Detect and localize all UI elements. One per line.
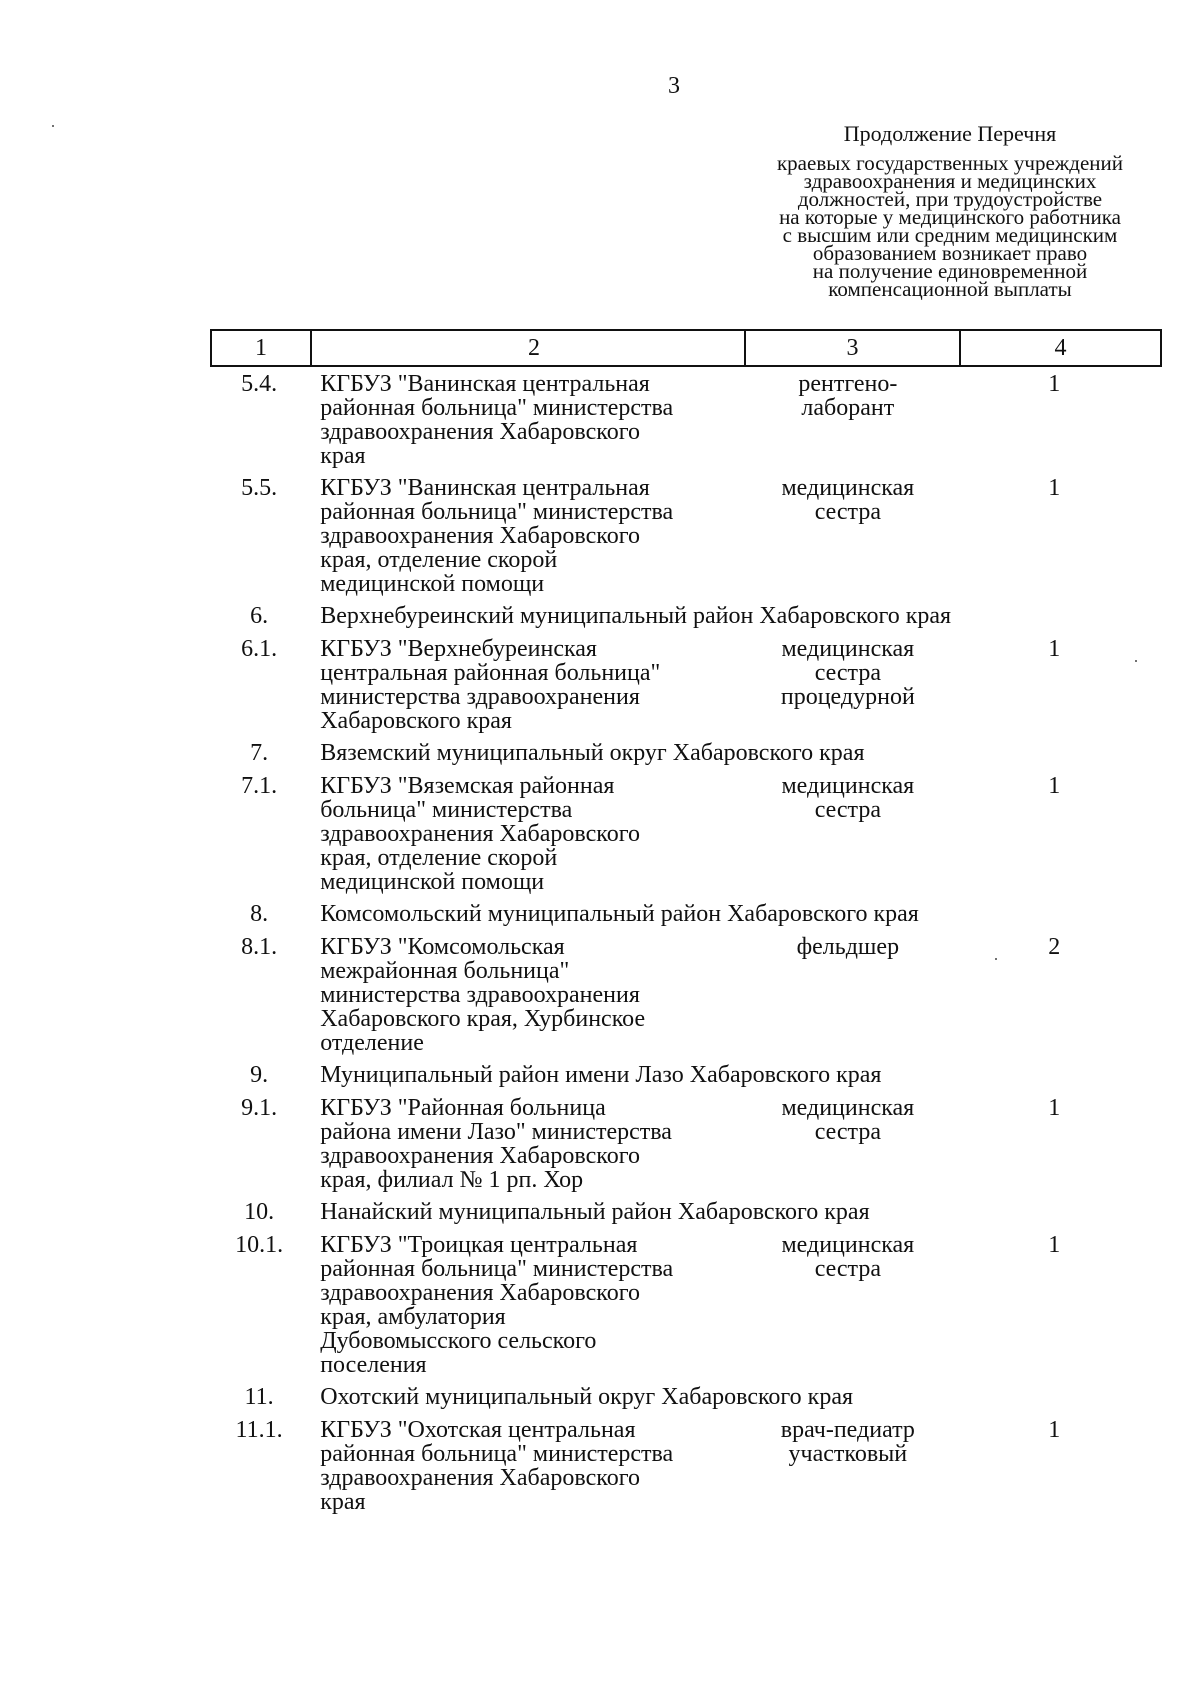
row-number: 7.1. <box>241 773 278 799</box>
header-col-2: 2 <box>311 330 745 366</box>
scan-speck <box>52 125 54 127</box>
table-header <box>210 329 1162 367</box>
row-number: 6.1. <box>241 636 278 662</box>
institution-name: КГБУЗ "Ванинская центральная районная больница" министерства здравоохранения Хабаровского края <box>320 371 674 469</box>
vacancy-count: 1 <box>1048 636 1061 662</box>
vacancy-count: 1 <box>1048 475 1061 501</box>
section-row <box>210 741 1154 774</box>
section-name: Комсомольский муниципальный район Хабаровского края <box>320 901 919 927</box>
institution-name: КГБУЗ "Верхнебуреинская центральная районная больница" министерства здравоохранения Хабаровского края <box>320 636 661 734</box>
caption-title: Продолжение Перечня <box>843 121 1057 146</box>
table-row <box>210 637 1154 741</box>
table-row <box>210 1418 1154 1522</box>
institutions-table <box>210 372 1154 1522</box>
section-number: 11. <box>244 1384 274 1410</box>
vacancy-count: 1 <box>1048 1417 1061 1443</box>
section-row <box>210 1063 1154 1096</box>
vacancy-count: 1 <box>1048 1232 1061 1258</box>
section-row <box>210 604 1154 637</box>
row-number: 8.1. <box>241 934 278 960</box>
row-number: 10.1. <box>235 1232 284 1258</box>
header-col-1: 1 <box>211 330 311 366</box>
position-name: медицинская сестра <box>781 773 915 823</box>
section-name: Вяземский муниципальный округ Хабаровского края <box>320 740 865 766</box>
table-row <box>210 476 1154 604</box>
scan-speck <box>1135 660 1137 662</box>
position-name: фельдшер <box>796 934 900 960</box>
row-number: 5.5. <box>241 475 278 501</box>
section-name: Охотский муниципальный округ Хабаровского края <box>320 1384 854 1410</box>
header-col-3: 3 <box>745 330 960 366</box>
institution-name: КГБУЗ "Комсомольская межрайонная больница" министерства здравоохранения Хабаровского края, Хурбинское отделение <box>320 934 646 1056</box>
row-number: 11.1. <box>235 1417 283 1443</box>
institution-name: КГБУЗ "Вяземская районная больница" министерства здравоохранения Хабаровского края, отделение скорой медицинской помощи <box>320 773 640 895</box>
institution-name: КГБУЗ "Ванинская центральная районная больница" министерства здравоохранения Хабаровского края, отделение скорой медицинской помощи <box>320 475 674 597</box>
row-number: 5.4. <box>241 371 278 397</box>
table-row <box>210 774 1154 902</box>
institution-name: КГБУЗ "Районная больница района имени Лазо" министерства здравоохранения Хабаровского края, филиал № 1 рп. Хор <box>320 1095 672 1193</box>
position-name: медицинская сестра <box>781 1095 915 1145</box>
section-number: 9. <box>250 1062 269 1088</box>
section-name: Муниципальный район имени Лазо Хабаровского края <box>320 1062 882 1088</box>
vacancy-count: 1 <box>1048 371 1061 397</box>
section-name: Верхнебуреинский муниципальный район Хабаровского края <box>320 603 952 629</box>
header-row <box>211 330 1161 366</box>
vacancy-count: 1 <box>1048 1095 1061 1121</box>
position-name: рентгено- лаборант <box>798 371 898 421</box>
table-row <box>210 1233 1154 1385</box>
scan-speck <box>995 958 997 960</box>
page-number: 3 <box>668 73 680 99</box>
section-row <box>210 1385 1154 1418</box>
vacancy-count: 1 <box>1048 773 1061 799</box>
header-col-4: 4 <box>960 330 1161 366</box>
document-caption <box>745 121 1155 301</box>
section-row <box>210 1200 1154 1233</box>
table-row <box>210 1096 1154 1200</box>
table-row <box>210 935 1154 1063</box>
caption-text: краевых государственных учреждений здравоохранения и медицинских должностей, при трудоустройстве на которые у медицинского работника с высшим или средним медицинским образованием возникает право на получение единовременной компенсационной выплаты <box>776 151 1124 301</box>
row-number: 9.1. <box>241 1095 278 1121</box>
section-number: 6. <box>250 603 269 629</box>
section-number: 7. <box>250 740 269 766</box>
position-name: медицинская сестра <box>781 475 915 525</box>
table-row <box>210 372 1154 476</box>
section-name: Нанайский муниципальный район Хабаровского края <box>320 1199 870 1225</box>
section-number: 8. <box>250 901 269 927</box>
institution-name: КГБУЗ "Охотская центральная районная больница" министерства здравоохранения Хабаровского края <box>320 1417 674 1515</box>
vacancy-count: 2 <box>1048 934 1061 960</box>
position-name: медицинская сестра процедурной <box>780 636 915 710</box>
position-name: медицинская сестра <box>781 1232 915 1282</box>
institution-name: КГБУЗ "Троицкая центральная районная больница" министерства здравоохранения Хабаровского края, амбулатория Дубовомысского сельского поселения <box>320 1232 674 1378</box>
section-number: 10. <box>244 1199 275 1225</box>
section-row <box>210 902 1154 935</box>
position-name: врач-педиатр участковый <box>780 1417 915 1467</box>
